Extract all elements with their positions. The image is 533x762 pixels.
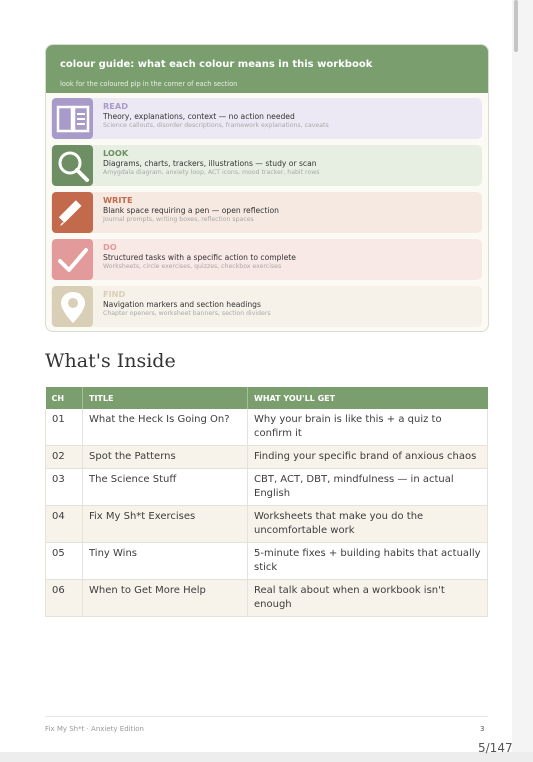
guide-item-examples: Worksheets, circle exercises, quizzes, checkbox exercises [103, 263, 282, 270]
scrollbar-thumb[interactable] [514, 0, 518, 52]
viewer-bottom-bar [0, 752, 533, 762]
table-header-title: TITLE [83, 387, 248, 409]
magnifier-icon [52, 145, 93, 186]
guide-item-desc: Structured tasks with a specific action to complete [103, 253, 296, 262]
colour-guide [45, 44, 489, 332]
checkmark-icon [52, 239, 93, 280]
table-header-ch: CH [46, 387, 83, 409]
table-cell-ch: 01 [46, 409, 83, 446]
guide-item-label: FIND [103, 289, 126, 299]
contents-table [45, 387, 488, 617]
table-row [46, 446, 488, 469]
guide-item-look [51, 145, 482, 186]
table-header-row [46, 387, 488, 409]
table-cell-get: Real talk about when a workbook isn't enough [248, 580, 488, 617]
pencil-icon [52, 192, 93, 233]
guide-item-examples: Chapter openers, worksheet banners, section dividers [103, 310, 271, 317]
guide-item-do [51, 239, 482, 280]
scrollbar-track[interactable] [512, 0, 533, 752]
table-cell-ch: 04 [46, 506, 83, 543]
table-row [46, 469, 488, 506]
guide-item-examples: Amygdala diagram, anxiety loop, ACT icons, mood tracker, habit rows [103, 169, 320, 176]
guide-item-desc: Theory, explanations, context — no action needed [103, 112, 295, 121]
guide-item-write [51, 192, 482, 233]
guide-item-desc: Navigation markers and section headings [103, 300, 261, 309]
table-cell-ch: 02 [46, 446, 83, 469]
table-cell-title: What the Heck Is Going On? [83, 409, 248, 446]
colour-guide-header [46, 45, 488, 93]
colour-guide-subtitle: look for the coloured pip in the corner of each section [60, 80, 238, 88]
guide-item-label: LOOK [103, 148, 129, 158]
table-cell-title: Fix My Sh*t Exercises [83, 506, 248, 543]
table-row [46, 543, 488, 580]
guide-item-find [51, 286, 482, 327]
footer-divider [45, 716, 488, 717]
footer-page-number: 3 [480, 725, 485, 733]
table-row [46, 580, 488, 617]
guide-item-label: READ [103, 101, 129, 111]
guide-item-label: DO [103, 242, 117, 252]
table-cell-title: Spot the Patterns [83, 446, 248, 469]
guide-item-read [51, 98, 482, 139]
location-pin-icon [52, 286, 93, 327]
book-icon [52, 98, 93, 139]
page-counter: 5/147 [478, 741, 513, 755]
table-header-get: WHAT YOU'LL GET [248, 387, 488, 409]
table-cell-get: 5-minute fixes + building habits that actually stick [248, 543, 488, 580]
guide-item-examples: Science callouts, disorder descriptions, framework explanations, caveats [103, 122, 329, 129]
table-cell-ch: 06 [46, 580, 83, 617]
table-row [46, 409, 488, 446]
table-cell-title: The Science Stuff [83, 469, 248, 506]
table-cell-title: When to Get More Help [83, 580, 248, 617]
guide-item-desc: Blank space requiring a pen — open reflection [103, 206, 279, 215]
guide-item-desc: Diagrams, charts, trackers, illustrations — study or scan [103, 159, 317, 168]
table-cell-get: Finding your specific brand of anxious chaos [248, 446, 488, 469]
table-cell-get: CBT, ACT, DBT, mindfulness — in actual English [248, 469, 488, 506]
table-row [46, 506, 488, 543]
section-title: What's Inside [45, 350, 176, 372]
guide-item-examples: Journal prompts, writing boxes, reflection spaces [103, 216, 254, 223]
guide-item-label: WRITE [103, 195, 133, 205]
table-cell-ch: 05 [46, 543, 83, 580]
table-cell-title: Tiny Wins [83, 543, 248, 580]
table-cell-get: Why your brain is like this + a quiz to confirm it [248, 409, 488, 446]
colour-guide-title: colour guide: what each colour means in this workbook [60, 59, 373, 70]
footer-book-title: Fix My Sh*t · Anxiety Edition [45, 725, 144, 733]
table-cell-ch: 03 [46, 469, 83, 506]
table-cell-get: Worksheets that make you do the uncomfortable work [248, 506, 488, 543]
